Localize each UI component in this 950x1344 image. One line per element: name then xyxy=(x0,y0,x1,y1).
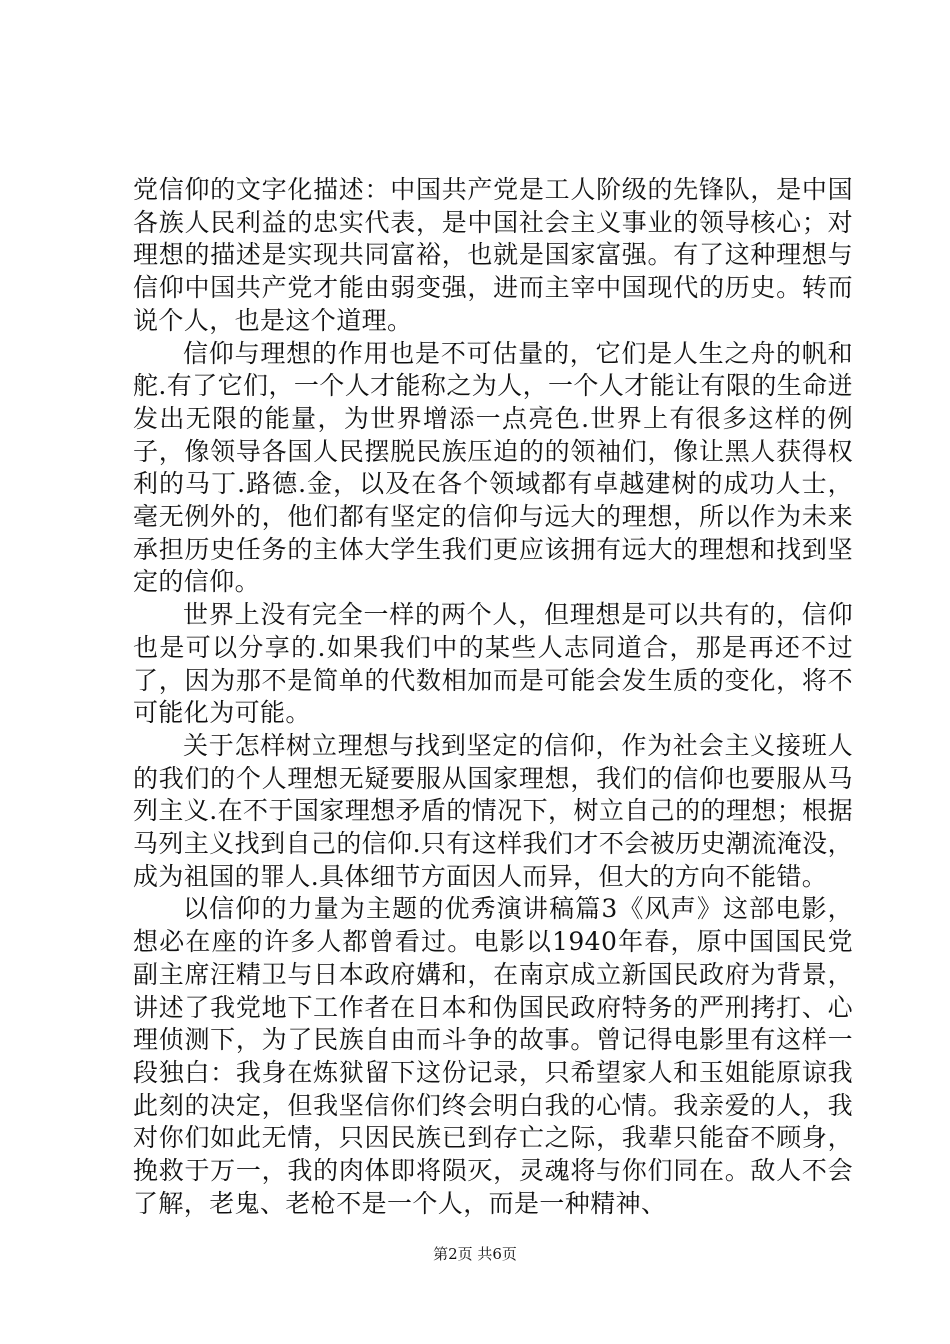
paragraph-2: 信仰与理想的作用也是不可估量的，它们是人生之舟的帆和舵.有了它们，一个人才能称之为人，一个人才能让有限的生命迸发出无限的能量，为世界增添一点亮色.世界上有很多这样的例子，像领导各国人民摆脱民族压迫的的领袖们，像让黑人获得权利的马丁.路德.金，以及在各个领域都有卓越建树的成功人士，毫无例外的，他们都有坚定的信仰与远大的理想，所以作为未来承担历史任务的主体大学生我们更应该拥有远大的理想和找到坚定的信仰。 xyxy=(133,338,853,597)
page-number-footer: 第2页 共6页 xyxy=(433,1245,517,1263)
paragraph-5: 以信仰的力量为主题的优秀演讲稿篇3《风声》这部电影，想必在座的许多人都曾看过。电影以1940年春，原中国国民党副主席汪精卫与日本政府媾和，在南京成立新国民政府为背景，讲述了我党地下工作者在日本和伪国民政府特务的严刑拷打、心理侦测下，为了民族自由而斗争的故事。曾记得电影里有这样一段独白：我身在炼狱留下这份记录，只希望家人和玉姐能原谅我此刻的决定，但我坚信你们终会明白我的心情。我亲爱的人，我对你们如此无情，只因民族已到存亡之际，我辈只能奋不顾身，挽救于万一，我的肉体即将陨灭，灵魂将与你们同在。敌人不会了解，老鬼、老枪不是一个人，而是一种精神、 xyxy=(133,894,853,1218)
document-body xyxy=(133,174,853,1221)
paragraph-4: 关于怎样树立理想与找到坚定的信仰，作为社会主义接班人的我们的个人理想无疑要服从国家理想，我们的信仰也要服从马列主义.在不于国家理想矛盾的情况下，树立自己的的理想；根据马列主义找到自己的信仰.只有这样我们才不会被历史潮流淹没，成为祖国的罪人.具体细节方面因人而异，但大的方向不能错。 xyxy=(133,730,853,891)
paragraph-1: 党信仰的文字化描述：中国共产党是工人阶级的先锋队，是中国各族人民利益的忠实代表，是中国社会主义事业的领导核心；对理想的描述是实现共同富裕，也就是国家富强。有了这种理想与信仰中国共产党才能由弱变强，进而主宰中国现代的历史。转而说个人，也是这个道理。 xyxy=(133,175,853,335)
paragraph-3: 世界上没有完全一样的两个人，但理想是可以共有的，信仰也是可以分享的.如果我们中的某些人志同道合，那是再还不过了，因为那不是简单的代数相加而是可能会发生质的变化，将不可能化为可能。 xyxy=(133,600,853,728)
